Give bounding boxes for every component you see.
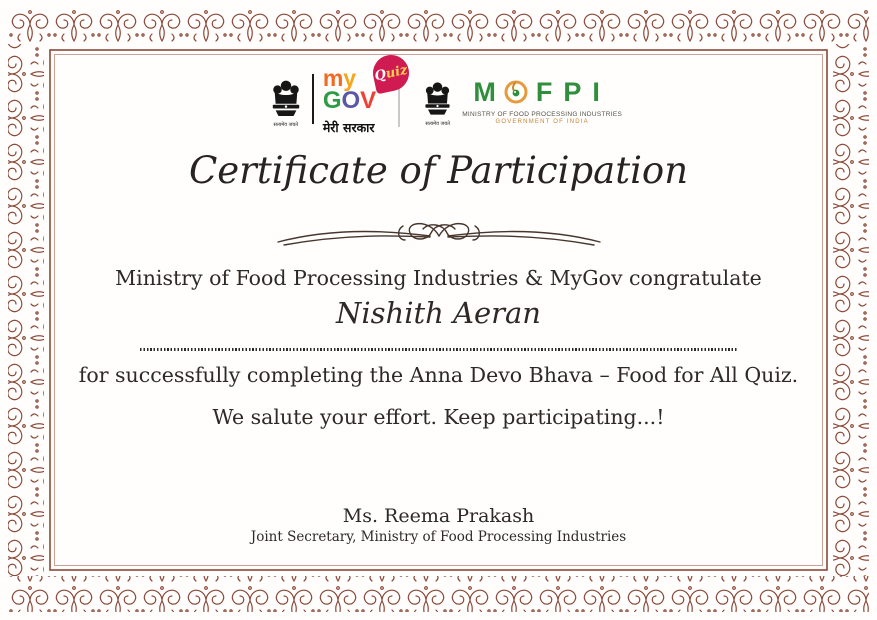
flourish-divider xyxy=(274,214,604,256)
mygov-my-text: my xyxy=(322,64,357,91)
mygov-logo xyxy=(269,61,409,142)
logo-divider-bar xyxy=(312,74,314,124)
completion-line: for successfully completing the Anna Devo Bhava – Food for All Quiz. xyxy=(78,363,799,387)
signatory-name: Ms. Reema Prakash xyxy=(342,505,535,527)
mofpi-logo xyxy=(422,77,622,130)
wheat-o-icon xyxy=(503,79,529,105)
signatory-title: Joint Secretary, Ministry of Food Processing Industries xyxy=(250,529,627,545)
ashoka-emblem-icon xyxy=(269,79,303,128)
quiz-badge-icon: Q uiz xyxy=(369,51,412,94)
certificate-title: Certificate of Participation xyxy=(188,149,689,192)
emblem-caption: सत्यमेव जयते xyxy=(425,120,450,127)
mofpi-wordmark xyxy=(462,77,622,126)
mygov-tagline: मेरी सरकार xyxy=(322,119,375,135)
logo-row xyxy=(0,61,877,142)
salute-line: We salute your effort. Keep participating...! xyxy=(212,405,665,429)
recipient-name: Nishith Aeran xyxy=(336,296,541,330)
emblem-caption: सत्यमेव जयते xyxy=(273,121,299,128)
dotted-underline xyxy=(140,348,738,351)
ashoka-emblem-icon xyxy=(422,80,453,127)
mofpi-acronym: M FPI xyxy=(473,76,611,107)
mygov-wordmark xyxy=(322,61,409,136)
mofpi-government-line: GOVERNMENT OF INDIA xyxy=(495,119,589,126)
congratulation-line: Ministry of Food Processing Industries & MyGov congratulate xyxy=(115,266,762,290)
mofpi-ministry-line: MINISTRY OF FOOD PROCESSING INDUSTRIES xyxy=(462,110,623,118)
mygov-gov-text: GOV xyxy=(322,86,377,114)
